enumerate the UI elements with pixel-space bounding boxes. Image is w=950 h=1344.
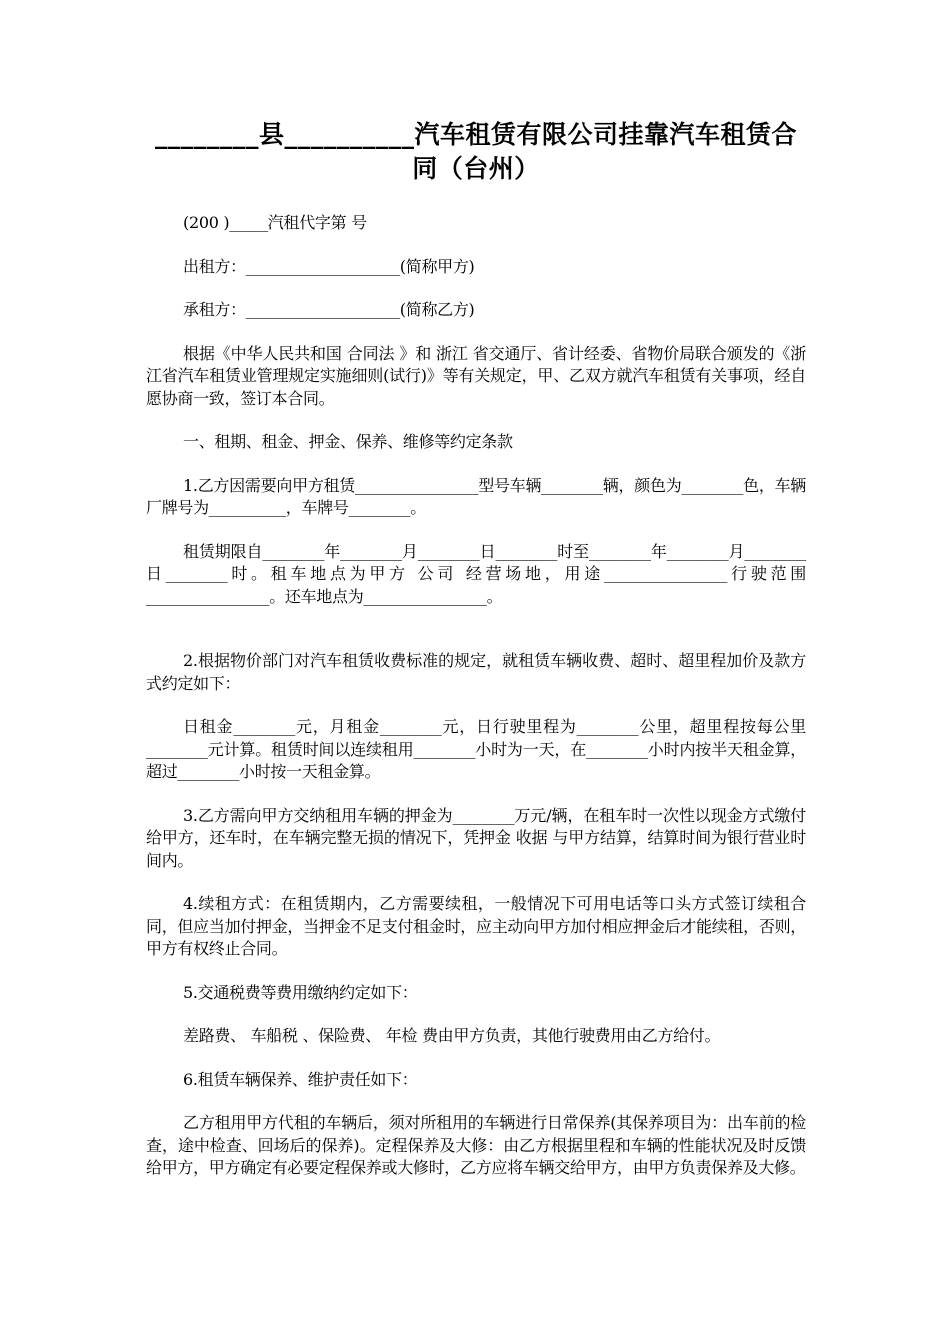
lessor-line: 出租方：____________________(简称甲方)	[183, 256, 475, 276]
document-page	[146, 118, 806, 1201]
clause-6-maintenance: 乙方租用甲方代租的车辆后，须对所租用的车辆进行日常保养(其保养项目为：出车前的检查，途中检查、回场后的保养)。定程保养及大修：由乙方根据里程和车辆的性能状况及时反馈给甲方，甲方确定有必要定程保养或大修时，乙方应将车辆交给甲方，由甲方负责保养及大修。	[146, 1113, 806, 1177]
section-heading-1: 一、租期、租金、押金、保养、维修等约定条款	[183, 432, 513, 451]
contract-number: (200 )_____汽租代字第 号	[183, 213, 367, 232]
lessee-line: 承租方：____________________(简称乙方)	[183, 300, 475, 319]
clause-1-vehicle: 1.乙方因需要向甲方租赁________________型号车辆________辆，颜色为________色，车辆厂牌号为__________，车牌号________。	[146, 475, 806, 517]
clause-5-intro: 5.交通税费等费用缴纳约定如下：	[183, 982, 418, 1002]
clause-5-fees: 差路费、 车船税 、保险费、 年检 费由甲方负责，其他行驶费用由乙方给付。	[183, 1026, 721, 1045]
clause-3-deposit: 3.乙方需向甲方交纳租用车辆的押金为________万元/辆，在租车时一次性以现金方式缴付给甲方，还车时，在车辆完整无损的情况下，凭押金 收据 与甲方结算，结算时间为银行营业时间内。	[146, 805, 806, 870]
clause-4-renewal: 4.续租方式：在租赁期内，乙方需要续租，一般情况下可用电话等口头方式签订续租合同，但应当加付押金，当押金不足支付租金时，应主动向甲方加付相应押金后才能续租，否则，甲方有权终止合同。	[146, 894, 806, 958]
document-title: ________县__________汽车租赁有限公司挂靠汽车租赁合同（台州）	[154, 120, 797, 183]
preamble-paragraph: 根据《中华人民共和国 合同法 》和 浙江 省交通厅、省计经委、省物价局联合颁发的《浙江省汽车租赁业管理规定实施细则(试行)》等有关规定，甲、乙双方就汽车租赁有关事项，经自愿协商一致，签订本合同。	[146, 343, 806, 408]
clause-2-intro: 2.根据物价部门对汽车租赁收费标准的规定，就租赁车辆收费、超时、超里程加价及款方式约定如下：	[146, 651, 806, 693]
clause-1-term: 租赁期限自________年________月________日________时至________年________月________日________时。租车地点为甲方 公司 经营场地，用途________________行驶范围________________。还车地点为________________。	[146, 541, 806, 606]
clause-2-rates: 日租金________元，月租金________元，日行驶里程为________公里，超里程按每公里________元计算。租赁时间以连续租用________小时为一天，在________小时内按半天租金算，超过________小时按一天租金算。	[146, 717, 806, 781]
clause-6-intro: 6.租赁车辆保养、维护责任如下：	[183, 1069, 418, 1089]
